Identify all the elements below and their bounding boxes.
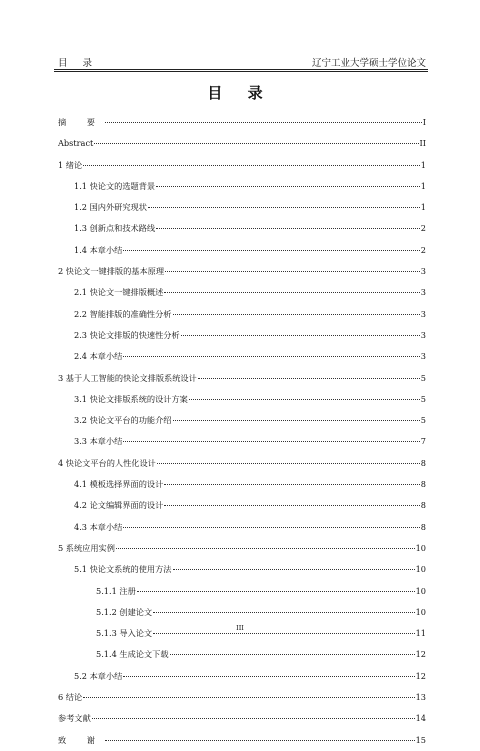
- toc-entry-page: 8: [420, 521, 426, 532]
- toc-entry: [58, 304, 426, 325]
- toc-entry-label: 致 谢: [58, 734, 104, 745]
- toc-entry-label: 5.1 快论文系统的使用方法: [74, 564, 172, 575]
- table-of-contents: [58, 112, 426, 751]
- toc-entry: [58, 389, 426, 410]
- toc-leader-dots: [137, 591, 415, 592]
- toc-entry: [58, 538, 426, 559]
- toc-entry: [58, 431, 426, 452]
- toc-entry: [58, 325, 426, 346]
- toc-entry: [58, 218, 426, 239]
- toc-leader-dots: [156, 228, 420, 229]
- toc-leader-dots: [123, 676, 414, 677]
- toc-entry-label: 1.1 快论文的选题背景: [74, 180, 156, 191]
- toc-entry-label: 5.1.1 注册: [96, 585, 136, 596]
- toc-entry-label: 6 结论: [58, 692, 83, 703]
- header-section-title: 目 录: [58, 58, 99, 69]
- toc-entry-page: I: [422, 117, 426, 127]
- toc-entry-label: 1.2 国内外研究现状: [74, 202, 147, 213]
- toc-entry-page: 15: [415, 734, 426, 745]
- toc-entry-label: 1 绪论: [58, 159, 83, 170]
- toc-entry-label: 2 快论文一键排版的基本原理: [58, 266, 165, 277]
- toc-leader-dots: [123, 441, 419, 442]
- toc-entry-page: 1: [420, 180, 426, 191]
- toc-entry-label: 3.3 本章小结: [74, 436, 123, 447]
- toc-entry-page: 10: [415, 606, 426, 617]
- toc-entry-page: 13: [415, 692, 426, 703]
- toc-entry-label: 5 系统应用实例: [58, 542, 115, 553]
- toc-entry: [58, 112, 426, 133]
- toc-entry: [58, 581, 426, 602]
- page-title: 目 录: [207, 84, 273, 102]
- toc-entry-label: 2.1 快论文一键排版概述: [74, 287, 164, 298]
- toc-leader-dots: [153, 612, 414, 613]
- toc-entry-label: 2.3 快论文排版的快速性分析: [74, 329, 180, 340]
- toc-entry: [58, 474, 426, 495]
- toc-entry-label: 3.1 快论文排版系统的设计方案: [74, 393, 188, 404]
- toc-entry-page: 2: [420, 223, 426, 234]
- toc-leader-dots: [105, 740, 415, 741]
- toc-entry: [58, 133, 426, 154]
- toc-entry: [58, 155, 426, 176]
- toc-entry-label: 3 基于人工智能的快论文排版系统设计: [58, 372, 197, 383]
- page-header: [54, 55, 428, 70]
- toc-leader-dots: [173, 314, 420, 315]
- toc-leader-dots: [105, 122, 422, 123]
- toc-entry: [58, 410, 426, 431]
- toc-leader-dots: [153, 633, 414, 634]
- toc-entry-label: 2.4 本章小结: [74, 351, 123, 362]
- toc-entry-page: 8: [420, 500, 426, 511]
- toc-entry-label: 5.1.4 生成论文下载: [96, 649, 169, 660]
- toc-entry-label: 4.2 论文编辑界面的设计: [74, 500, 164, 511]
- toc-entry: [58, 368, 426, 389]
- toc-leader-dots: [164, 484, 419, 485]
- toc-entry: [58, 197, 426, 218]
- toc-leader-dots: [181, 335, 420, 336]
- toc-entry-page: 1: [420, 202, 426, 213]
- toc-entry-page: 8: [420, 457, 426, 468]
- toc-entry: [58, 730, 426, 751]
- page-number: III: [236, 624, 244, 632]
- toc-entry-page: 3: [420, 351, 426, 362]
- toc-leader-dots: [92, 718, 415, 719]
- toc-entry-page: 5: [420, 415, 426, 426]
- toc-entry-page: 3: [420, 266, 426, 277]
- toc-entry: [58, 261, 426, 282]
- toc-leader-dots: [164, 292, 419, 293]
- toc-entry: [58, 559, 426, 580]
- toc-leader-dots: [83, 165, 420, 166]
- toc-entry: [58, 687, 426, 708]
- toc-entry-label: 1.3 创新点和技术路线: [74, 223, 156, 234]
- toc-entry: [58, 453, 426, 474]
- header-thesis-title: 辽宁工业大学硕士学位论文: [311, 58, 426, 69]
- toc-leader-dots: [170, 654, 415, 655]
- toc-entry: [58, 282, 426, 303]
- toc-entry: [58, 517, 426, 538]
- toc-leader-dots: [165, 271, 420, 272]
- toc-entry-page: 14: [415, 713, 426, 724]
- toc-leader-dots: [123, 356, 419, 357]
- toc-leader-dots: [94, 143, 418, 144]
- toc-entry-page: 3: [420, 329, 426, 340]
- toc-leader-dots: [123, 527, 419, 528]
- toc-entry-label: 4.1 模板选择界面的设计: [74, 479, 164, 490]
- toc-entry: [58, 666, 426, 687]
- toc-entry: [58, 602, 426, 623]
- toc-entry: [58, 708, 426, 729]
- toc-entry-page: 3: [420, 308, 426, 319]
- toc-entry-label: 1.4 本章小结: [74, 244, 123, 255]
- toc-leader-dots: [173, 420, 420, 421]
- toc-entry: [58, 240, 426, 261]
- toc-leader-dots: [164, 505, 419, 506]
- toc-entry-page: 10: [415, 542, 426, 553]
- toc-entry-label: 3.2 快论文平台的功能介绍: [74, 415, 172, 426]
- toc-entry-page: 2: [420, 244, 426, 255]
- toc-entry-label: Abstract: [58, 138, 94, 149]
- toc-entry-label: 摘 要: [58, 117, 104, 127]
- toc-entry: [58, 176, 426, 197]
- toc-entry-page: II: [419, 138, 426, 149]
- toc-entry-page: 1: [420, 159, 426, 170]
- toc-entry-page: 8: [420, 479, 426, 490]
- toc-entry-page: 3: [420, 287, 426, 298]
- toc-leader-dots: [123, 250, 419, 251]
- toc-entry-page: 7: [420, 436, 426, 447]
- toc-leader-dots: [173, 569, 415, 570]
- toc-leader-dots: [189, 399, 420, 400]
- toc-entry-page: 11: [415, 628, 426, 639]
- toc-entry-label: 参考文献: [58, 713, 91, 724]
- toc-entry-label: 5.1.3 导入论文: [96, 628, 153, 639]
- header-rule: [54, 71, 428, 72]
- toc-entry-label: 2.2 智能排版的准确性分析: [74, 308, 172, 319]
- toc-entry: [58, 495, 426, 516]
- toc-leader-dots: [148, 207, 420, 208]
- toc-entry-page: 12: [415, 649, 426, 660]
- toc-leader-dots: [156, 186, 420, 187]
- toc-leader-dots: [116, 548, 415, 549]
- toc-entry-label: 5.2 本章小结: [74, 670, 123, 681]
- toc-entry-label: 4.3 本章小结: [74, 521, 123, 532]
- toc-entry-page: 10: [415, 564, 426, 575]
- toc-entry: [58, 346, 426, 367]
- toc-leader-dots: [157, 463, 420, 464]
- toc-entry-page: 12: [415, 670, 426, 681]
- toc-entry-label: 4 快论文平台的人性化设计: [58, 457, 156, 468]
- toc-entry: [58, 644, 426, 665]
- toc-leader-dots: [198, 378, 420, 379]
- toc-leader-dots: [83, 697, 414, 698]
- toc-entry-page: 5: [420, 393, 426, 404]
- toc-entry-label: 5.1.2 创建论文: [96, 606, 153, 617]
- toc-entry-page: 10: [415, 585, 426, 596]
- toc-entry-page: 5: [420, 372, 426, 383]
